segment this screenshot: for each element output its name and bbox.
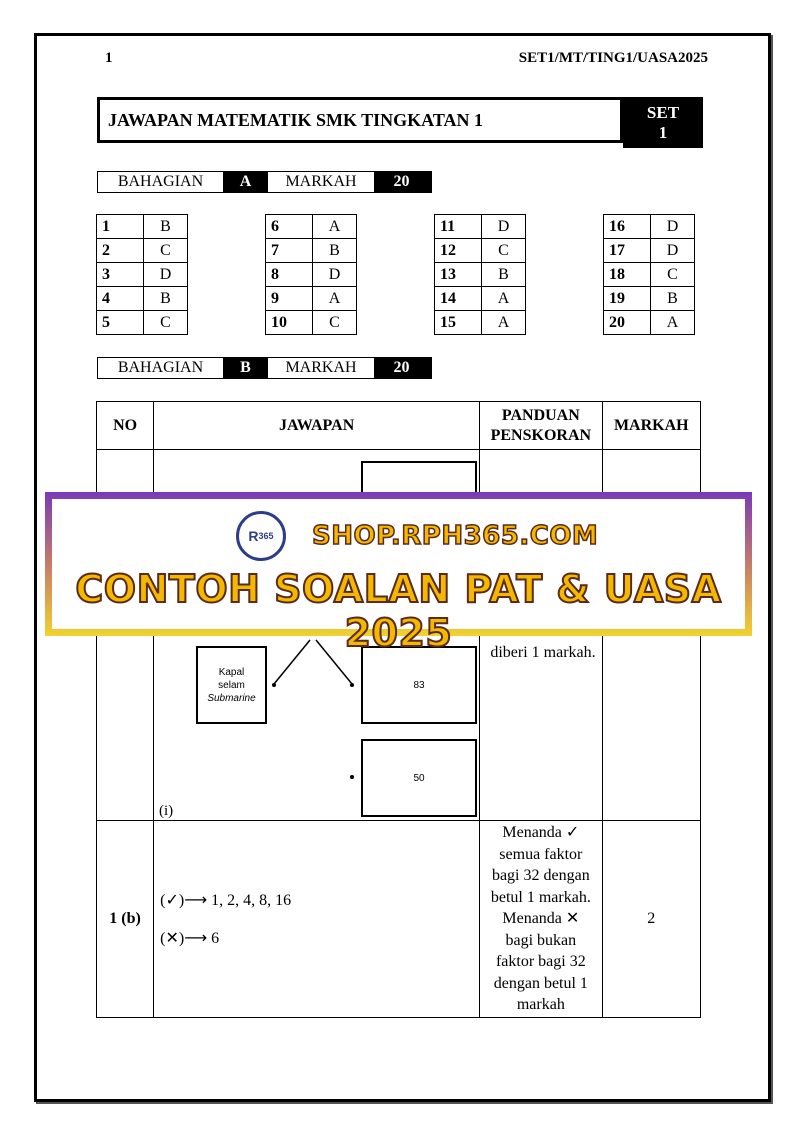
dot-83 xyxy=(350,683,354,687)
header-panduan-line1: PANDUAN xyxy=(501,406,580,424)
answer-row xyxy=(266,215,357,239)
box-83-value: 83 xyxy=(413,679,425,691)
panduan-line: semua faktor xyxy=(499,845,583,863)
answer-letter: C xyxy=(482,239,526,263)
question-number: 3 xyxy=(97,263,144,287)
panduan-line: bagi bukan xyxy=(505,931,577,949)
question-number: 20 xyxy=(604,311,651,335)
answer-letter: B xyxy=(651,287,695,311)
answer-row xyxy=(266,239,357,263)
arrow-icon: ⟶ xyxy=(184,889,208,909)
answer-row xyxy=(435,239,526,263)
section-b-value: B xyxy=(223,358,268,378)
rph365-logo: R 365 xyxy=(236,511,286,561)
answer-row xyxy=(97,239,188,263)
answer-row xyxy=(97,263,188,287)
shop-url: SHOP.RPH365.COM xyxy=(312,521,599,551)
answer-row xyxy=(97,311,188,335)
question-number: 1 xyxy=(97,215,144,239)
answer-letter: D xyxy=(144,263,188,287)
answer-letter: C xyxy=(144,311,188,335)
question-number: 2 xyxy=(97,239,144,263)
page-title: JAWAPAN MATEMATIK SMK TINGKATAN 1 xyxy=(108,109,484,130)
panduan-line: Menanda ✕ xyxy=(502,910,580,927)
kapal-selam-box xyxy=(196,646,267,724)
answer-row xyxy=(604,311,695,335)
row1-panduan-tail: diberi 1 markah. xyxy=(490,644,596,661)
section-b-marks-label: MARKAH xyxy=(285,359,357,376)
answer-letter: C xyxy=(651,263,695,287)
answer-letter: D xyxy=(313,263,357,287)
set-label: SET xyxy=(646,102,680,122)
answer-letter: D xyxy=(651,239,695,263)
answer-table-1 xyxy=(96,214,188,335)
answer-letter: C xyxy=(144,239,188,263)
cross-icon: ✕ xyxy=(165,927,179,947)
section-a-marks-label: MARKAH xyxy=(285,173,357,190)
answer-row xyxy=(97,287,188,311)
dot-50 xyxy=(350,775,354,779)
answer-row xyxy=(604,215,695,239)
kapal-line1: Kapal xyxy=(218,666,245,678)
page-number: 1 xyxy=(105,50,113,66)
answer-row xyxy=(435,311,526,335)
question-number: 14 xyxy=(435,287,482,311)
box-50 xyxy=(361,739,477,817)
section-a-marks: 20 xyxy=(374,172,429,192)
answer-row xyxy=(266,287,357,311)
answer-row xyxy=(435,215,526,239)
panduan-line: betul 1 markah. xyxy=(490,888,591,906)
question-number: 5 xyxy=(97,311,144,335)
header-panduan-line2: PENSKORAN xyxy=(490,426,592,444)
question-number: 16 xyxy=(604,215,651,239)
sub-label-i: (i) xyxy=(159,803,174,819)
section-b-marks: 20 xyxy=(374,358,429,378)
tick-icon: ✓ xyxy=(165,889,179,909)
header-jawapan: JAWAPAN xyxy=(154,402,480,450)
header-markah: MARKAH xyxy=(602,402,700,450)
question-number: 10 xyxy=(266,311,313,335)
answer-table-3 xyxy=(434,214,526,335)
answer-row xyxy=(97,215,188,239)
answer-letter: B xyxy=(144,287,188,311)
answer-letter: A xyxy=(482,287,526,311)
question-number: 11 xyxy=(435,215,482,239)
panduan-line: dengan betul 1 xyxy=(493,974,588,992)
tick-answer-line: (✓)⟶ 1, 2, 4, 8, 16 xyxy=(160,889,292,909)
answer-letter: C xyxy=(313,311,357,335)
answer-letter: A xyxy=(313,215,357,239)
answer-row xyxy=(604,239,695,263)
section-a-label: BAHAGIAN xyxy=(117,173,204,190)
panduan-line: faktor bagi 32 xyxy=(495,953,586,970)
question-number: 4 xyxy=(97,287,144,311)
kapal-line3: Submarine xyxy=(207,692,256,704)
question-number: 7 xyxy=(266,239,313,263)
question-number: 19 xyxy=(604,287,651,311)
table-header-row xyxy=(97,402,701,450)
question-number: 12 xyxy=(435,239,482,263)
tick-answer: 1, 2, 4, 8, 16 xyxy=(211,891,292,909)
header-no: NO xyxy=(97,402,154,450)
answer-letter: D xyxy=(651,215,695,239)
answer-table-2 xyxy=(265,214,357,335)
question-number: 18 xyxy=(604,263,651,287)
answer-table-4 xyxy=(603,214,695,335)
cross-answer: 6 xyxy=(211,929,220,947)
question-number: 15 xyxy=(435,311,482,335)
question-number: 13 xyxy=(435,263,482,287)
row2-panduan-cell xyxy=(480,821,602,1018)
row2-markah: 2 xyxy=(602,821,700,1018)
answer-row xyxy=(604,287,695,311)
answer-letter: B xyxy=(144,215,188,239)
answer-row xyxy=(266,263,357,287)
section-a-bar xyxy=(97,171,432,193)
section-b-bar xyxy=(97,357,432,379)
answer-letter: A xyxy=(651,311,695,335)
cross-answer-line: (✕)⟶ 6 xyxy=(160,927,220,947)
row2-answer-cell xyxy=(154,821,480,1018)
answer-letter: D xyxy=(482,215,526,239)
panduan-line: Menanda ✓ xyxy=(502,824,580,841)
answer-row xyxy=(435,263,526,287)
answer-row xyxy=(266,311,357,335)
section-a-value: A xyxy=(223,172,268,192)
answer-row xyxy=(435,287,526,311)
section-b-label: BAHAGIAN xyxy=(117,359,204,376)
panduan-line: markah xyxy=(516,996,565,1013)
arrow-icon: ⟶ xyxy=(184,927,208,947)
answer-letter: B xyxy=(482,263,526,287)
answer-letter: A xyxy=(482,311,526,335)
set-number: 1 xyxy=(658,122,668,142)
box-50-value: 50 xyxy=(413,772,425,784)
answer-row xyxy=(604,263,695,287)
answer-letter: A xyxy=(313,287,357,311)
banner-headline: CONTOH SOALAN PAT & UASA 2025 xyxy=(75,567,722,655)
title-box xyxy=(97,97,623,143)
box-83 xyxy=(361,646,477,724)
question-number: 9 xyxy=(266,287,313,311)
question-number: 6 xyxy=(266,215,313,239)
dot-kapal xyxy=(272,683,276,687)
kapal-line2: selam xyxy=(218,679,245,691)
answer-letter: B xyxy=(313,239,357,263)
header-panduan xyxy=(480,402,602,450)
row2-no: 1 (b) xyxy=(97,821,154,1018)
set-box xyxy=(623,97,703,148)
question-number: 8 xyxy=(266,263,313,287)
question-number: 17 xyxy=(604,239,651,263)
panduan-line: bagi 32 dengan xyxy=(491,867,590,884)
table-row xyxy=(97,821,701,1018)
document-code: SET1/MT/TING1/UASA2025 xyxy=(518,50,708,66)
